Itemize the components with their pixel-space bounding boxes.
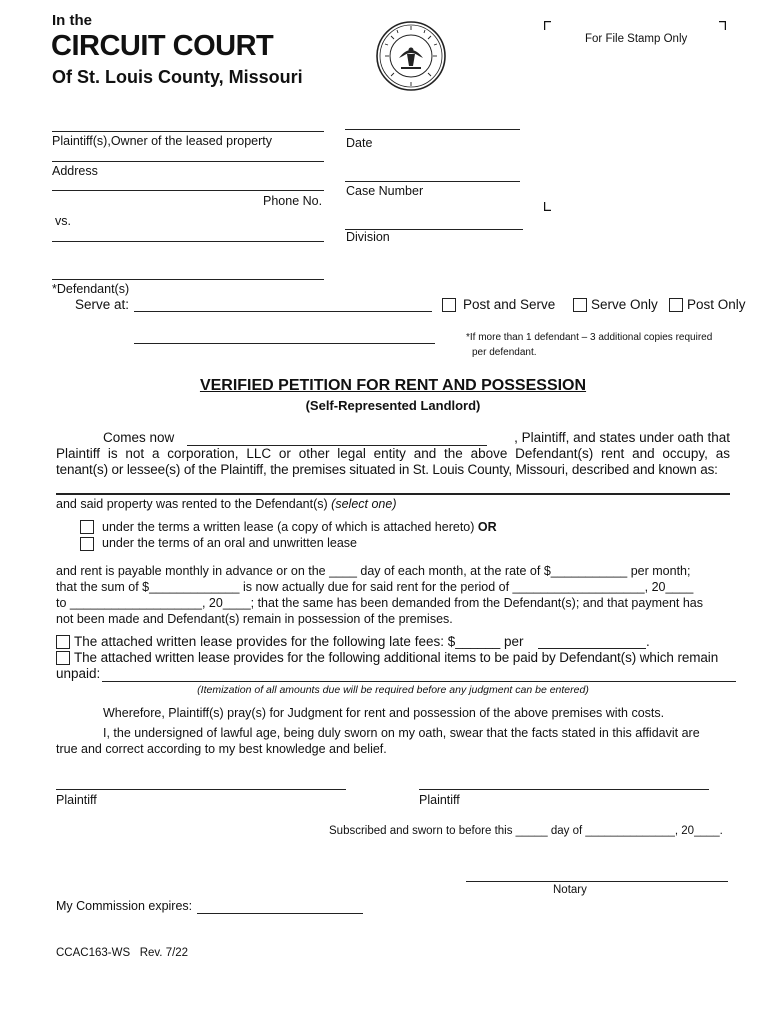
date-line[interactable] [345, 129, 520, 130]
late-fees-period: . [646, 634, 650, 649]
oath-line-2: true and correct according to my best knowledge and belief. [56, 742, 387, 756]
form-id: CCAC163-WS Rev. 7/22 [56, 947, 189, 959]
county-title: Of St. Louis County, Missouri [52, 67, 303, 87]
court-title: CIRCUIT COURT [51, 30, 274, 62]
additional-items-label: The attached written lease provides for the following additional items to be paid by Defendant(s) which remain [74, 650, 719, 665]
stamp-corner-top-left [544, 21, 551, 30]
plaintiff-signature-line-left[interactable] [56, 789, 346, 790]
stamp-corner-bottom-left [544, 202, 551, 211]
comes-now-label: Comes now [103, 430, 175, 445]
division-label: Division [346, 230, 390, 244]
serve-at-line-2[interactable] [134, 343, 435, 344]
written-lease-label: under the terms a written lease (a copy of which is attached hereto) OR [102, 520, 497, 534]
late-fees-checkbox[interactable] [56, 635, 70, 649]
stamp-corner-top-right [719, 21, 726, 30]
petition-subtitle: (Self-Represented Landlord) [305, 398, 481, 413]
itemization-note: (Itemization of all amounts due will be required before any judgment can be entered) [197, 684, 589, 696]
late-fees-per-line[interactable] [538, 648, 646, 649]
case-number-label: Case Number [346, 184, 424, 198]
notary-signature-line[interactable] [466, 881, 728, 882]
post-only-label: Post Only [687, 297, 746, 312]
file-stamp-label: For File Stamp Only [585, 33, 688, 45]
address-line[interactable] [52, 190, 324, 191]
plaintiff-line[interactable] [52, 131, 324, 132]
defendant-copies-note: *If more than 1 defendant – 3 additional copies required [466, 332, 713, 343]
petition-line-3: tenant(s) or lessee(s) of the Plaintiff, the premises situated in St. Louis County, Missouri, described and known as: [56, 462, 718, 477]
serve-at-label: Serve at: [75, 297, 130, 312]
serve-only-label: Serve Only [591, 297, 658, 312]
post-and-serve-label: Post and Serve [463, 297, 556, 312]
oral-lease-checkbox[interactable] [80, 537, 94, 551]
plaintiff-name-line-2[interactable] [52, 161, 324, 162]
defendant-line-2[interactable] [52, 279, 324, 280]
wherefore-text: Wherefore, Plaintiff(s) pray(s) for Judgment for rent and possession of the above premises with costs. [103, 706, 665, 720]
oath-line-1: I, the undersigned of lawful age, being duly sworn on my oath, swear that the facts stated in this affidavit are [103, 726, 700, 740]
petition-title: VERIFIED PETITION FOR RENT AND POSSESSION [199, 377, 587, 394]
vs-label: vs. [55, 214, 71, 228]
phone-label: Phone No. [263, 194, 323, 208]
defendant-line-1[interactable] [52, 241, 324, 242]
court-seal [375, 20, 447, 92]
address-label: Address [52, 164, 98, 178]
unpaid-items-line[interactable] [102, 681, 736, 682]
rented-text: and said property was rented to the Defendant(s) (select one) [56, 497, 397, 511]
rent-line-3: to ___________________, 20____; that the same has been demanded from the Defendant(s); and that payment has [56, 596, 704, 610]
property-description-line[interactable] [56, 493, 730, 495]
additional-items-checkbox[interactable] [56, 651, 70, 665]
notary-label: Notary [553, 884, 587, 896]
serve-at-line[interactable] [134, 311, 432, 312]
late-fees-label: The attached written lease provides for the following late fees: $______ per [74, 634, 524, 649]
comes-now-tail: , Plaintiff, and states under oath that [514, 430, 730, 445]
oral-lease-label: under the terms of an oral and unwritten lease [102, 536, 358, 550]
written-lease-checkbox[interactable] [80, 520, 94, 534]
serve-only-checkbox[interactable] [573, 298, 587, 312]
plaintiff-signature-line-right[interactable] [419, 789, 709, 790]
header-in-the: In the [52, 12, 92, 29]
subscribed-text: Subscribed and sworn to before this _____ day of ______________, 20____. [329, 825, 723, 837]
commission-label: My Commission expires: [56, 899, 193, 913]
defendant-label: *Defendant(s) [52, 282, 130, 296]
plaintiff-label: Plaintiff(s),Owner of the leased property [52, 134, 273, 148]
commission-expires-line[interactable] [197, 913, 363, 914]
case-number-line[interactable] [345, 181, 520, 182]
post-only-checkbox[interactable] [669, 298, 683, 312]
date-label: Date [346, 136, 373, 150]
unpaid-label: unpaid: [56, 666, 101, 681]
rent-line-2: that the sum of $_____________ is now actually due for said rent for the period of ___________________, 20____ [56, 580, 694, 594]
defendant-copies-note-2: per defendant. [472, 347, 537, 358]
rent-line-1: and rent is payable monthly in advance or on the ____ day of each month, at the rate of $___________ per month; [56, 564, 691, 578]
plaintiff-signature-label-right: Plaintiff [419, 793, 460, 807]
rent-line-4: not been made and Defendant(s) remain in possession of the premises. [56, 612, 453, 626]
plaintiff-signature-label-left: Plaintiff [56, 793, 97, 807]
post-and-serve-checkbox[interactable] [442, 298, 456, 312]
petition-line-2: Plaintiff is not a corporation, LLC or other legal entity and the above Defendant(s) rent and occupy, as [56, 446, 730, 461]
